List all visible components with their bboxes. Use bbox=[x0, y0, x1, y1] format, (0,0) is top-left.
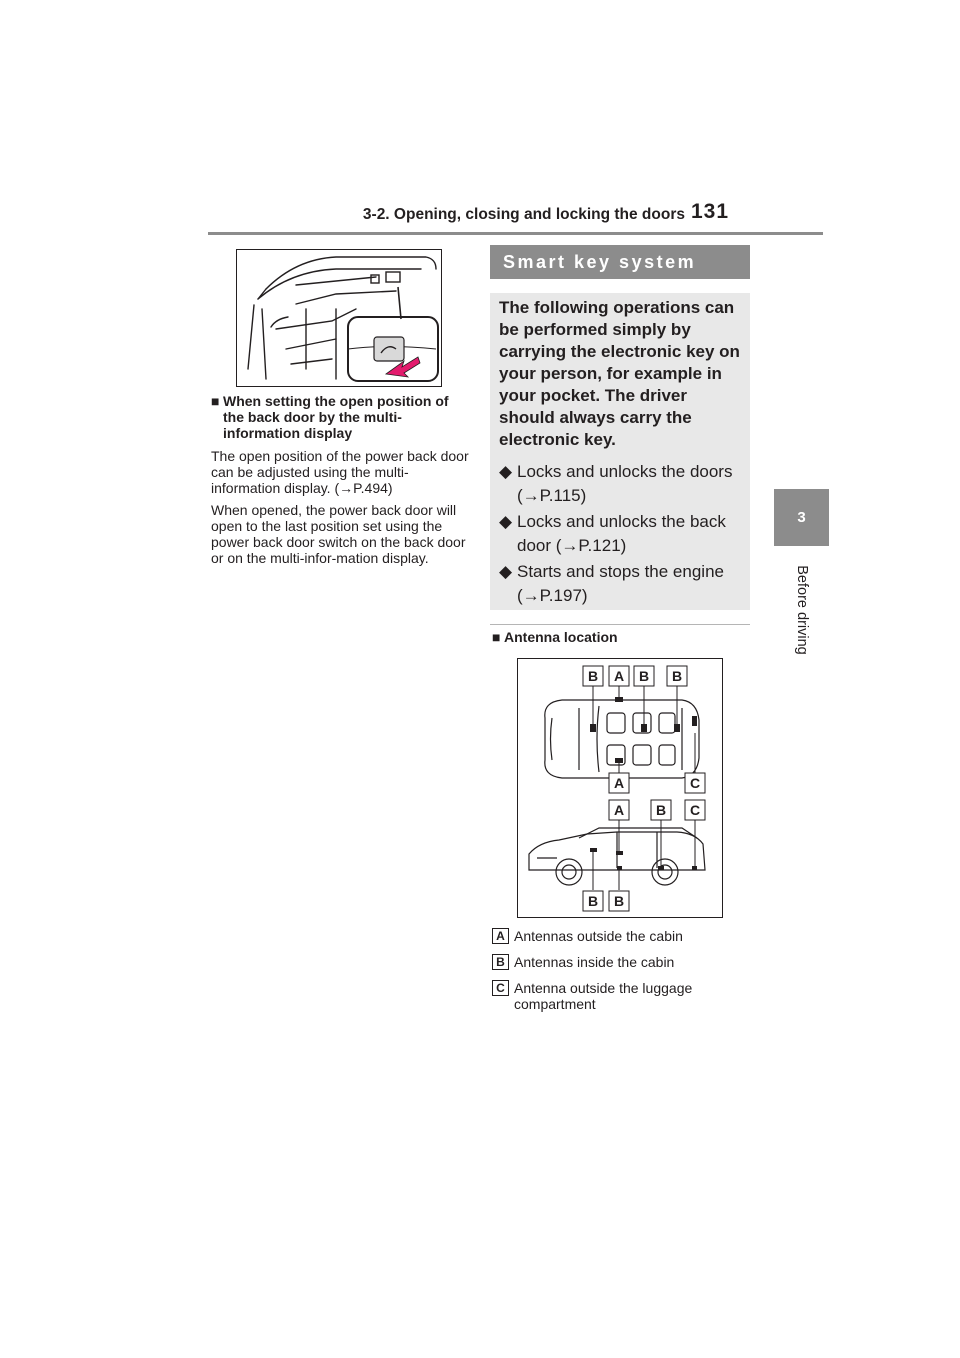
antenna-location-subheading bbox=[492, 629, 750, 645]
page-header-section-title: 3-2. Opening, closing and locking the doors bbox=[362, 206, 685, 223]
list-item bbox=[499, 510, 740, 558]
legend-row bbox=[492, 980, 752, 1012]
subheading-marker: ■ bbox=[492, 629, 501, 645]
legend-row bbox=[492, 954, 752, 970]
callout-c: C bbox=[689, 802, 701, 818]
header-rule bbox=[208, 232, 823, 235]
bullet-icon: ◆ bbox=[499, 462, 513, 481]
subheading-marker: ■ bbox=[211, 393, 220, 409]
list-item bbox=[499, 560, 740, 608]
list-item bbox=[499, 460, 740, 508]
antenna-location-diagram bbox=[517, 658, 723, 918]
list-item-text: Starts and stops the engine (→P.197) bbox=[517, 562, 724, 605]
callout-a: A bbox=[613, 775, 625, 791]
callout-b: B bbox=[655, 802, 667, 818]
open-position-subheading bbox=[211, 393, 469, 441]
page-number: 131 bbox=[691, 200, 730, 223]
callout-b: B bbox=[671, 668, 683, 684]
back-door-switch-illustration bbox=[236, 249, 442, 387]
smart-key-intro: The following operations can be performed simply by carrying the electronic key on your person, for example in your pocket. The driver should always carry the electronic key. bbox=[499, 298, 740, 449]
section-divider bbox=[490, 624, 750, 625]
callout-b: B bbox=[587, 893, 599, 909]
bullet-icon: ◆ bbox=[499, 562, 513, 581]
smart-key-header: Smart key system bbox=[490, 245, 750, 279]
antenna-location-subheading-text: Antenna location bbox=[504, 629, 618, 645]
legend-key: B bbox=[492, 954, 509, 970]
list-item-text: Locks and unlocks the back door (→P.121) bbox=[517, 512, 726, 555]
smart-key-box bbox=[490, 293, 750, 610]
smart-key-list bbox=[499, 460, 740, 608]
chapter-tab: 3 bbox=[774, 489, 829, 546]
open-position-paragraph-1: The open position of the power back door can be adjusted using the multi-information display. (→P.494) bbox=[211, 448, 469, 496]
callout-b: B bbox=[638, 668, 650, 684]
legend-row bbox=[492, 928, 752, 944]
legend-key: A bbox=[492, 928, 509, 944]
callout-a: A bbox=[613, 668, 625, 684]
legend-text: Antennas outside the cabin bbox=[514, 928, 683, 944]
bullet-icon: ◆ bbox=[499, 512, 513, 531]
callout-b: B bbox=[613, 893, 625, 909]
open-position-paragraph-2: When opened, the power back door will open to the last position set using the power back door switch on the back door or on the multi-infor-mation display. bbox=[211, 502, 466, 566]
legend-key: C bbox=[492, 980, 509, 996]
callout-c: C bbox=[689, 775, 701, 791]
callout-b: B bbox=[587, 668, 599, 684]
chapter-title-vertical: Before driving bbox=[794, 565, 810, 655]
open-position-subheading-text: When setting the open position of the back door by the multi-information display bbox=[223, 393, 449, 441]
legend-text: Antennas inside the cabin bbox=[514, 954, 675, 970]
callout-a: A bbox=[613, 802, 625, 818]
legend-text: Antenna outside the luggage compartment bbox=[514, 980, 693, 1012]
list-item-text: Locks and unlocks the doors (→P.115) bbox=[517, 462, 733, 505]
